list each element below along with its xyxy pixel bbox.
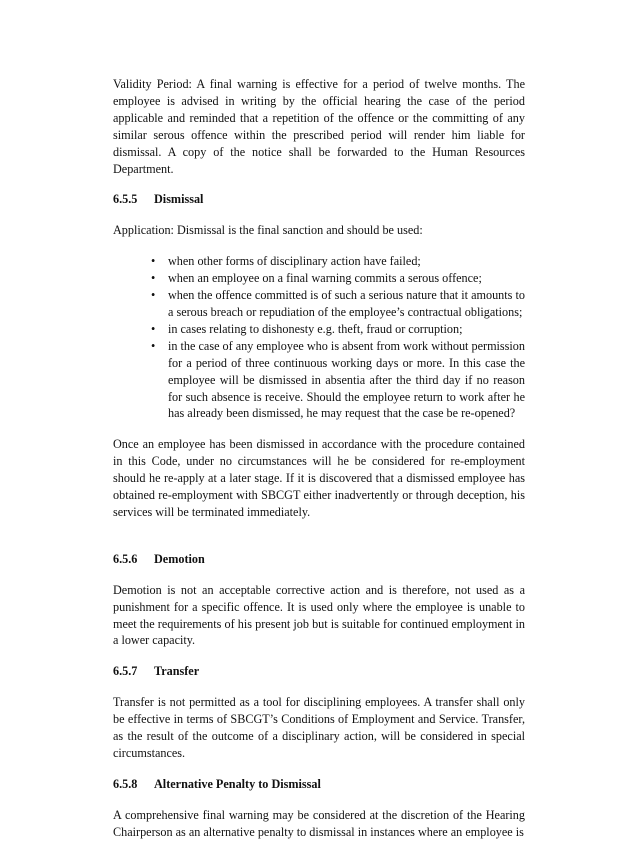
section-title: Transfer [154,664,200,679]
list-item [151,270,525,287]
spacer [113,793,525,807]
list-item [151,287,525,321]
application-paragraph: Application: Dismissal is the final sanction and should be used: [113,223,423,238]
spacer [113,680,525,694]
section-title: Alternative Penalty to Dismissal [154,776,321,791]
list-item-text: when an employee on a final warning commits a serous offence; [168,271,482,286]
spacer [113,422,525,436]
bullet-icon: • [151,338,156,353]
section-title: Demotion [154,551,205,566]
spacer [113,521,525,551]
document-body [113,76,525,841]
spacer [113,649,525,663]
validity-period-paragraph: Validity Period: A final warning is effective for a period of twelve months. The employee is advised in writing by the official hearing the case of the period applicable and reminded that a repetition of the offence or the committing of any similar serous offence within the prescribed period will render him liable for dismissal. A copy of the notice shall be forwarded to the Human Resources Department. [113,77,525,176]
section-number: 6.5.5 [113,192,138,207]
list-item-text: when the offence committed is of such a serious nature that it amounts to a serous breach or repudiation of the employee’s contractual obligations; [168,288,525,319]
section-heading-demotion [113,551,525,568]
dismissed-reemployment-paragraph: Once an employee has been dismissed in accordance with the procedure contained in this Code, under no circumstances will he be considered for re-employment should he re-apply at a later stage. If it is discovered that a dismissed employee has obtained re-employment with SBCGT either inadvertently or through deception, his services will be terminated immediately. [113,437,525,519]
list-item-text: in cases relating to dishonesty e.g. theft, fraud or corruption; [168,321,463,336]
section-number: 6.5.6 [113,551,138,566]
section-heading-dismissal [113,191,525,208]
list-item-text: when other forms of disciplinary action have failed; [168,254,421,269]
spacer [113,208,525,222]
dismissal-criteria-list [113,253,525,422]
bullet-icon: • [151,254,156,269]
bullet-icon: • [151,288,156,303]
bullet-icon: • [151,271,156,286]
section-heading-alternative-penalty [113,776,525,793]
spacer [113,568,525,582]
list-item [151,321,525,338]
alternative-penalty-paragraph: A comprehensive final warning may be considered at the discretion of the Hearing Chairperson as an alternative penalty to dismissal in instances where an employee is [113,807,525,839]
spacer [113,239,525,253]
section-number: 6.5.7 [113,664,138,679]
section-heading-transfer [113,663,525,680]
transfer-paragraph: Transfer is not permitted as a tool for disciplining employees. A transfer shall only be effective in terms of SBCGT’s Conditions of Employment and Service. Transfer, as the result of the outcome of a disciplinary action, will be considered in special circumstances. [113,695,525,760]
list-item [151,338,525,423]
demotion-paragraph: Demotion is not an acceptable corrective action and is therefore, not used as a punishment for a specific offence. It is used only where the employee is unable to meet the requirements of his present job but is suitable for continued employment in a lower capacity. [113,582,525,648]
section-title: Dismissal [154,192,204,207]
section-number: 6.5.8 [113,776,138,791]
spacer [113,762,525,776]
bullet-icon: • [151,321,156,336]
spacer [113,177,525,191]
list-item [151,253,525,270]
list-item-text: in the case of any employee who is absent from work without permission for a period of three continuous working days or more. In this case the employee will be dismissed in absentia after the third day if no reason for such absence is receive. Should the employee return to work after he has already been dismissed, he may request that the case be re-opened? [168,338,525,421]
